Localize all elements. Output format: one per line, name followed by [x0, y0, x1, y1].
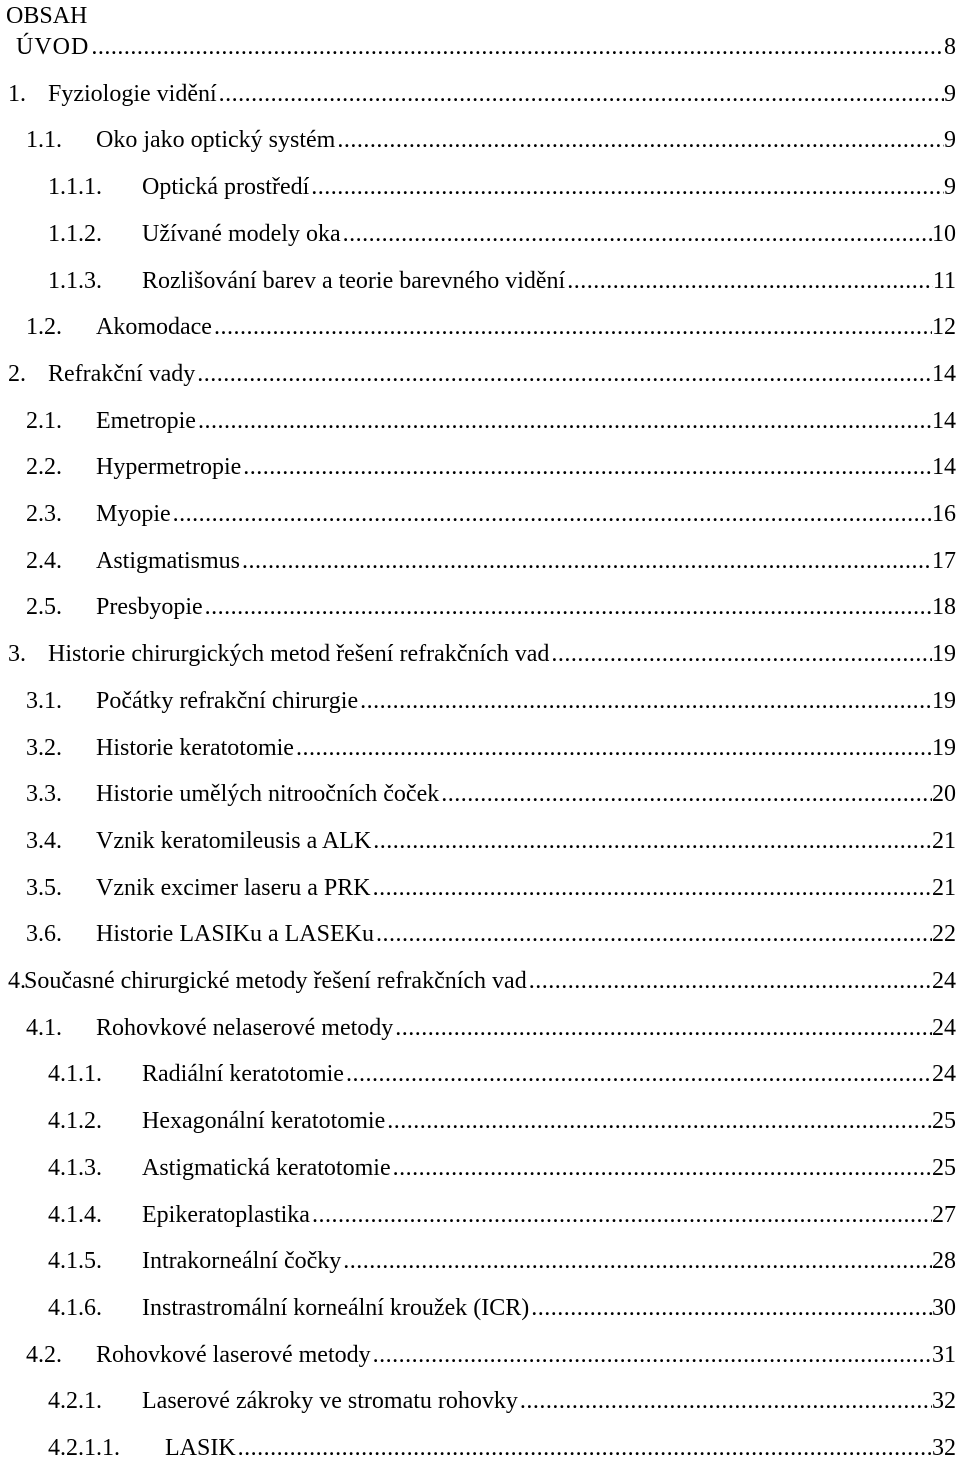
toc-entry-leader-dots [395, 1013, 932, 1043]
toc-entry[interactable] [0, 1246, 960, 1276]
toc-entry-number: 4.1. [26, 1014, 62, 1041]
toc-entry[interactable] [0, 919, 960, 949]
toc-entry-page-number: 24 [932, 1061, 956, 1088]
toc-entry-number: 2.5. [26, 594, 62, 621]
toc-entry-page-number: 28 [932, 1248, 956, 1275]
toc-entry-title: Refrakční vady [48, 360, 196, 387]
toc-entry-leader-dots [529, 966, 932, 996]
page-title-text: OBSAH [6, 3, 88, 29]
toc-entry-title: Současné chirurgické metody řešení refrakčních vad [24, 968, 527, 994]
toc-entry-title: Historie keratotomie [96, 734, 294, 761]
toc-entry-title: Rohovkové nelaserové metody [96, 1014, 394, 1041]
toc-entry-number: 4.1.6. [48, 1294, 102, 1321]
toc-entry-page-number: 20 [932, 781, 956, 808]
toc-entry[interactable] [0, 359, 960, 389]
toc-entry-number: 4.2.1.1. [48, 1435, 120, 1461]
toc-entry-number: 4.1.3. [48, 1154, 102, 1181]
toc-entry-leader-dots [219, 79, 944, 109]
toc-entry[interactable] [0, 592, 960, 622]
toc-entry-title: Epikeratoplastika [142, 1201, 310, 1228]
toc-entry-page-number: 9 [944, 127, 956, 154]
toc-entry-leader-dots [387, 1106, 932, 1136]
toc-entry-number: 4. [8, 968, 26, 994]
toc-entry-leader-dots [373, 873, 932, 903]
toc-entry-title: Počátky refrakční chirurgie [96, 687, 359, 714]
toc-entry[interactable] [0, 826, 960, 856]
toc-entry-page-number: 25 [932, 1154, 956, 1181]
toc-entry[interactable] [0, 452, 960, 482]
toc-entry-leader-dots [343, 1246, 932, 1276]
toc-entry-page-number: 14 [932, 360, 956, 387]
toc-entry-title: Astigmatická keratotomie [142, 1154, 391, 1181]
toc-entry-title: Oko jako optický systém [96, 127, 336, 154]
toc-entry-title: Hexagonální keratotomie [142, 1108, 386, 1135]
toc-entry-page-number: 19 [932, 641, 956, 668]
toc-entry-page-number: 14 [932, 407, 956, 434]
toc-entry-page-number: 22 [932, 921, 956, 948]
toc-entry-title: Užívané modely oka [142, 220, 341, 247]
toc-entry-leader-dots [238, 1433, 932, 1463]
toc-entry-number: 2. [8, 360, 26, 387]
toc-entry-number: 3.1. [26, 687, 62, 714]
toc-entry-title: Presbyopie [96, 594, 203, 621]
toc-entry-number: 2.1. [26, 407, 62, 434]
toc-entry[interactable] [0, 686, 960, 716]
toc-entry-page-number: 27 [932, 1201, 956, 1228]
toc-entry[interactable] [0, 1153, 960, 1183]
toc-entry-leader-dots [197, 359, 932, 389]
toc-entry-number: 3.4. [26, 827, 62, 854]
toc-entry-page-number: 12 [932, 314, 956, 341]
toc-entry-leader-dots [296, 733, 932, 763]
toc-entry-page-number: 21 [932, 827, 956, 854]
toc-entry[interactable] [0, 406, 960, 436]
toc-entry[interactable] [0, 1433, 960, 1463]
toc-entry-page-number: 21 [932, 874, 956, 901]
toc-entry-leader-dots [243, 452, 932, 482]
toc-entry[interactable] [0, 1200, 960, 1230]
toc-entry-leader-dots [337, 125, 944, 155]
toc-entry-page-number: 32 [932, 1435, 956, 1461]
toc-entry-page-number: 19 [932, 687, 956, 714]
toc-entry[interactable] [0, 32, 960, 62]
toc-entry-number: 4.1.1. [48, 1061, 102, 1088]
toc-entry-leader-dots [373, 1340, 932, 1370]
toc-entry[interactable] [0, 172, 960, 202]
toc-entry-leader-dots [198, 406, 932, 436]
toc-entry-page-number: 18 [932, 594, 956, 621]
toc-entry-title: Emetropie [96, 407, 196, 434]
toc-entry[interactable] [0, 1059, 960, 1089]
toc-entry[interactable] [0, 79, 960, 109]
toc-entry-number: 4.1.4. [48, 1201, 102, 1228]
toc-entry-title: Historie LASIKu a LASEKu [96, 921, 374, 948]
toc-entry-page-number: 10 [932, 220, 956, 247]
toc-entry-title: Historie chirurgických metod řešení refrakčních vad [48, 641, 550, 668]
toc-entry-page-number: 25 [932, 1108, 956, 1135]
toc-entry-title: Radiální keratotomie [142, 1061, 344, 1088]
toc-entry-page-number: 11 [932, 267, 956, 294]
toc-entry[interactable] [0, 1013, 960, 1043]
toc-entry-leader-dots [373, 826, 932, 856]
toc-entry-title: Vznik excimer laseru a PRK [96, 874, 371, 901]
toc-entry-leader-dots [343, 219, 932, 249]
toc-entry-number: 4.2. [26, 1341, 62, 1368]
toc-entry-page-number: 31 [932, 1341, 956, 1368]
toc-entry-number: 4.2.1. [48, 1388, 102, 1415]
toc-entry[interactable] [0, 873, 960, 903]
toc-entry-title: ÚVOD [16, 34, 90, 60]
toc-entry[interactable] [0, 779, 960, 809]
toc-entry-leader-dots [173, 499, 932, 529]
toc-entry-page-number: 9 [944, 80, 956, 107]
toc-entry-leader-dots [376, 919, 932, 949]
toc-entry-leader-dots [346, 1059, 932, 1089]
toc-entry-title: Hypermetropie [96, 454, 242, 481]
toc-entry-title: Vznik keratomileusis a ALK [96, 827, 372, 854]
toc-entry-title: Laserové zákroky ve stromatu rohovky [142, 1388, 518, 1415]
toc-entry-page-number: 24 [932, 1014, 956, 1041]
toc-entry-leader-dots [360, 686, 932, 716]
toc-entry-title: Instrastromální korneální kroužek (ICR) [142, 1294, 530, 1321]
toc-entry-title: Rohovkové laserové metody [96, 1341, 371, 1368]
toc-entry-number: 3.6. [26, 921, 62, 948]
toc-entry-page-number: 19 [932, 734, 956, 761]
page-title [6, 2, 87, 30]
toc-entry-title: Akomodace [96, 314, 212, 341]
toc-entry-page-number: 8 [944, 34, 956, 60]
toc-entry-number: 4.1.2. [48, 1108, 102, 1135]
toc-entry[interactable] [0, 639, 960, 669]
toc-entry-page-number: 24 [932, 968, 956, 994]
toc-entry-title: Optická prostředí [142, 174, 310, 201]
toc-entry-page-number: 30 [932, 1294, 956, 1321]
toc-entry-number: 3.5. [26, 874, 62, 901]
toc-entry[interactable] [0, 1386, 960, 1416]
toc-entry-number: 3. [8, 641, 26, 668]
toc-entry[interactable] [0, 546, 960, 576]
toc-entry-page-number: 14 [932, 454, 956, 481]
toc-entry-title: LASIK [165, 1435, 236, 1461]
toc-entry-number: 1.2. [26, 314, 62, 341]
toc-entry-number: 1.1.2. [48, 220, 102, 247]
toc-entry-leader-dots [531, 1293, 932, 1323]
toc-entry-leader-dots [551, 639, 932, 669]
toc-entry-leader-dots [312, 1200, 932, 1230]
toc-entry-page-number: 32 [932, 1388, 956, 1415]
toc-entry-number: 3.2. [26, 734, 62, 761]
toc-entry-number: 2.3. [26, 501, 62, 527]
toc-entry-leader-dots [441, 779, 932, 809]
toc-entry[interactable] [0, 499, 960, 529]
toc-entry-number: 3.3. [26, 781, 62, 808]
toc-entry[interactable] [0, 266, 960, 296]
toc-entry-number: 1. [8, 80, 26, 107]
toc-entry-leader-dots [214, 312, 932, 342]
toc-entry[interactable] [0, 1293, 960, 1323]
toc-entry-page-number: 17 [932, 547, 956, 574]
toc-entry-page-number: 9 [944, 174, 956, 201]
toc-entry-leader-dots [311, 172, 944, 202]
toc-entry-title: Fyziologie vidění [48, 80, 217, 107]
toc-entry-number: 2.2. [26, 454, 62, 481]
toc-entry-number: 4.1.5. [48, 1248, 102, 1275]
toc-entry[interactable] [0, 125, 960, 155]
toc-entry[interactable] [0, 312, 960, 342]
toc-entry[interactable] [0, 966, 960, 996]
toc-entry-leader-dots [205, 592, 932, 622]
toc-entry-leader-dots [242, 546, 932, 576]
toc-entry-title: Historie umělých nitroočních čoček [96, 781, 440, 808]
toc-entry[interactable] [0, 1106, 960, 1136]
toc-entry-page-number: 16 [932, 501, 956, 527]
toc-entry-leader-dots [567, 266, 933, 296]
toc-entry-title: Myopie [96, 501, 171, 527]
toc-entry[interactable] [0, 733, 960, 763]
toc-entry-leader-dots [91, 32, 944, 62]
toc-entry-number: 1.1.1. [48, 174, 102, 201]
toc-entry-number: 2.4. [26, 547, 62, 574]
toc-entry[interactable] [0, 219, 960, 249]
toc-entry-title: Astigmatismus [96, 547, 241, 574]
toc-entry-title: Rozlišování barev a teorie barevného vidění [142, 267, 566, 294]
toc-entry-leader-dots [520, 1386, 932, 1416]
toc-entry-title: Intrakorneální čočky [142, 1248, 342, 1275]
toc-entry[interactable] [0, 1340, 960, 1370]
toc-entry-number: 1.1.3. [48, 267, 102, 294]
toc-entry-number: 1.1. [26, 127, 62, 154]
toc-entry-leader-dots [393, 1153, 932, 1183]
